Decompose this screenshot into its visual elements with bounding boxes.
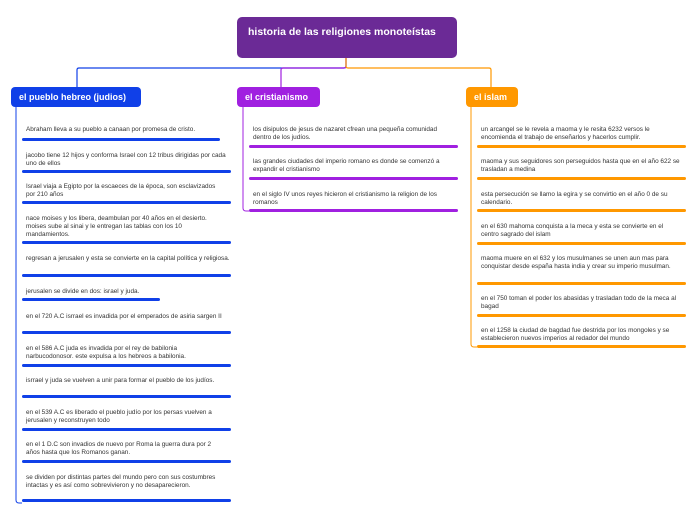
item-text: las grandes ciudades del imperio romano es donde se comenzó a expandir el cristianismo bbox=[253, 158, 440, 173]
judios-item[interactable] bbox=[26, 288, 226, 296]
judios-item[interactable] bbox=[26, 345, 226, 361]
islam-item-underline bbox=[477, 209, 686, 212]
item-text: los disipulos de jesus de nazaret cfrean una pequeña comunidad dentro de los judíos. bbox=[253, 126, 438, 141]
item-text: nace moises y los libera, deambulan por 40 años en el desierto. moises sube al sinai y le entregan las tablas con los 10 mandamientos. bbox=[26, 215, 207, 238]
connector-root-islam bbox=[346, 58, 491, 87]
item-text: jacobo tiene 12 hijos y conforma Israel con 12 tribus dirigidas por cada uno de ellos bbox=[26, 152, 226, 167]
judios-item-underline bbox=[22, 364, 231, 367]
judios-item[interactable] bbox=[26, 183, 226, 199]
cristianismo-item[interactable] bbox=[253, 158, 453, 174]
connector-root-judios bbox=[77, 58, 346, 87]
item-text: en el 630 mahoma conquista a la meca y esta se convierte en el centro sagrado del islam bbox=[481, 223, 664, 238]
islam-item[interactable] bbox=[481, 126, 681, 142]
judios-item[interactable] bbox=[26, 152, 226, 168]
spine-judios bbox=[16, 107, 22, 503]
islam-item-underline bbox=[477, 145, 686, 148]
judios-item[interactable] bbox=[26, 474, 226, 490]
islam-item-underline bbox=[477, 177, 686, 180]
item-text: isrrael y juda se vuelven a unir para formar el pueblo de los judíos. bbox=[26, 377, 215, 384]
islam-item[interactable] bbox=[481, 158, 681, 174]
item-text: regresan a jerusalen y esta se convierte en la capital política y religiosa. bbox=[26, 255, 230, 262]
islam-item[interactable] bbox=[481, 255, 681, 271]
item-text: en el 720 A.C isrrael es invadida por el emperados de asiria sargen II bbox=[26, 313, 222, 320]
islam-item-underline bbox=[477, 242, 686, 245]
cristianismo-item-underline bbox=[249, 177, 458, 180]
root-title: historia de las religiones monoteístas bbox=[248, 26, 436, 38]
item-text: en el 1 D.C son invadios de nuevo por Roma la guerra dura por 2 años hasta que los Romanos ganan. bbox=[26, 441, 212, 456]
branch-pueblo-hebreo[interactable] bbox=[11, 87, 141, 107]
item-text: maoma y sus seguidores son perseguidos hasta que en el año 622 se trasladan a medina bbox=[481, 158, 680, 173]
judios-item[interactable] bbox=[26, 313, 226, 321]
cristianismo-item[interactable] bbox=[253, 191, 453, 207]
item-text: en el 1258 la ciudad de bagdad fue destrida por los mongoles y se establecieron nuevos imperios al redador del mundo bbox=[481, 327, 670, 342]
cristianismo-item-underline bbox=[249, 145, 458, 148]
cristianismo-item[interactable] bbox=[253, 126, 453, 142]
judios-item-underline bbox=[22, 331, 231, 334]
judios-item-underline bbox=[22, 170, 231, 173]
spine-cristianismo bbox=[243, 107, 249, 211]
islam-item[interactable] bbox=[481, 223, 681, 239]
judios-item-underline bbox=[22, 428, 231, 431]
islam-item-underline bbox=[477, 314, 686, 317]
spine-islam bbox=[471, 107, 477, 347]
item-text: en el siglo IV unos reyes hicieron el cristianismo la religion de los romanos bbox=[253, 191, 437, 206]
item-text: Abraham lleva a su pueblo a canaan por promesa de cristo. bbox=[26, 126, 196, 133]
branch-islam[interactable] bbox=[466, 87, 518, 107]
islam-item-underline bbox=[477, 282, 686, 285]
judios-item-underline bbox=[22, 138, 220, 141]
islam-item[interactable] bbox=[481, 327, 681, 343]
judios-item-underline bbox=[22, 241, 231, 244]
branch-label: el pueblo hebreo (judios) bbox=[19, 92, 127, 102]
judios-item-underline bbox=[22, 274, 231, 277]
judios-item[interactable] bbox=[26, 126, 226, 134]
item-text: esta persecución se llamo la egira y se convirtio en el año 0 de su calendario. bbox=[481, 191, 668, 206]
judios-item[interactable] bbox=[26, 377, 226, 385]
item-text: se dividen por distintas partes del mundo pero con sus costumbres intactas y es así como sobrevivieron y no desaparecieron. bbox=[26, 474, 216, 489]
item-text: maoma muere en el 632 y los musulmanes se unen aun mas para conquistar desde españa hasta india y crear su imperio musulman. bbox=[481, 255, 671, 270]
branch-cristianismo[interactable] bbox=[237, 87, 320, 107]
cristianismo-item-underline bbox=[249, 209, 458, 212]
root-topic[interactable] bbox=[237, 17, 457, 58]
judios-item[interactable] bbox=[26, 441, 226, 457]
judios-item[interactable] bbox=[26, 255, 231, 263]
judios-item[interactable] bbox=[26, 215, 226, 238]
item-text: jerusalen se divide en dos: israel y juda. bbox=[26, 288, 140, 295]
branch-label: el cristianismo bbox=[245, 92, 309, 102]
islam-item[interactable] bbox=[481, 295, 681, 311]
branch-label: el islam bbox=[474, 92, 508, 102]
judios-item-underline bbox=[22, 499, 231, 502]
islam-item-underline bbox=[477, 345, 686, 348]
item-text: Israel viaja a Egipto por la escaeces de la época, son esclavizados por 210 años bbox=[26, 183, 216, 198]
judios-item-underline bbox=[22, 298, 160, 301]
judios-item-underline bbox=[22, 395, 231, 398]
item-text: en el 586 A.C juda es invadida por el rey de babilonia narbucodonosor. este expulsa a los hebreos a babilonia. bbox=[26, 345, 186, 360]
judios-item[interactable] bbox=[26, 409, 226, 425]
item-text: en el 539 A.C es liberado el pueblo judío por los persas vuelven a jerusalen y reconstruyen todo bbox=[26, 409, 212, 424]
connector-root-cristianismo bbox=[281, 58, 346, 87]
judios-item-underline bbox=[22, 460, 231, 463]
item-text: en el 750 toman el poder los abasidas y trasladan todo de la meca al bagad bbox=[481, 295, 677, 310]
item-text: un arcangel se le revela a maoma y le resita 6232 versos le encomienda el trabajo de enseñarlos y hacerlos cumplir. bbox=[481, 126, 650, 141]
islam-item[interactable] bbox=[481, 191, 681, 207]
judios-item-underline bbox=[22, 201, 231, 204]
